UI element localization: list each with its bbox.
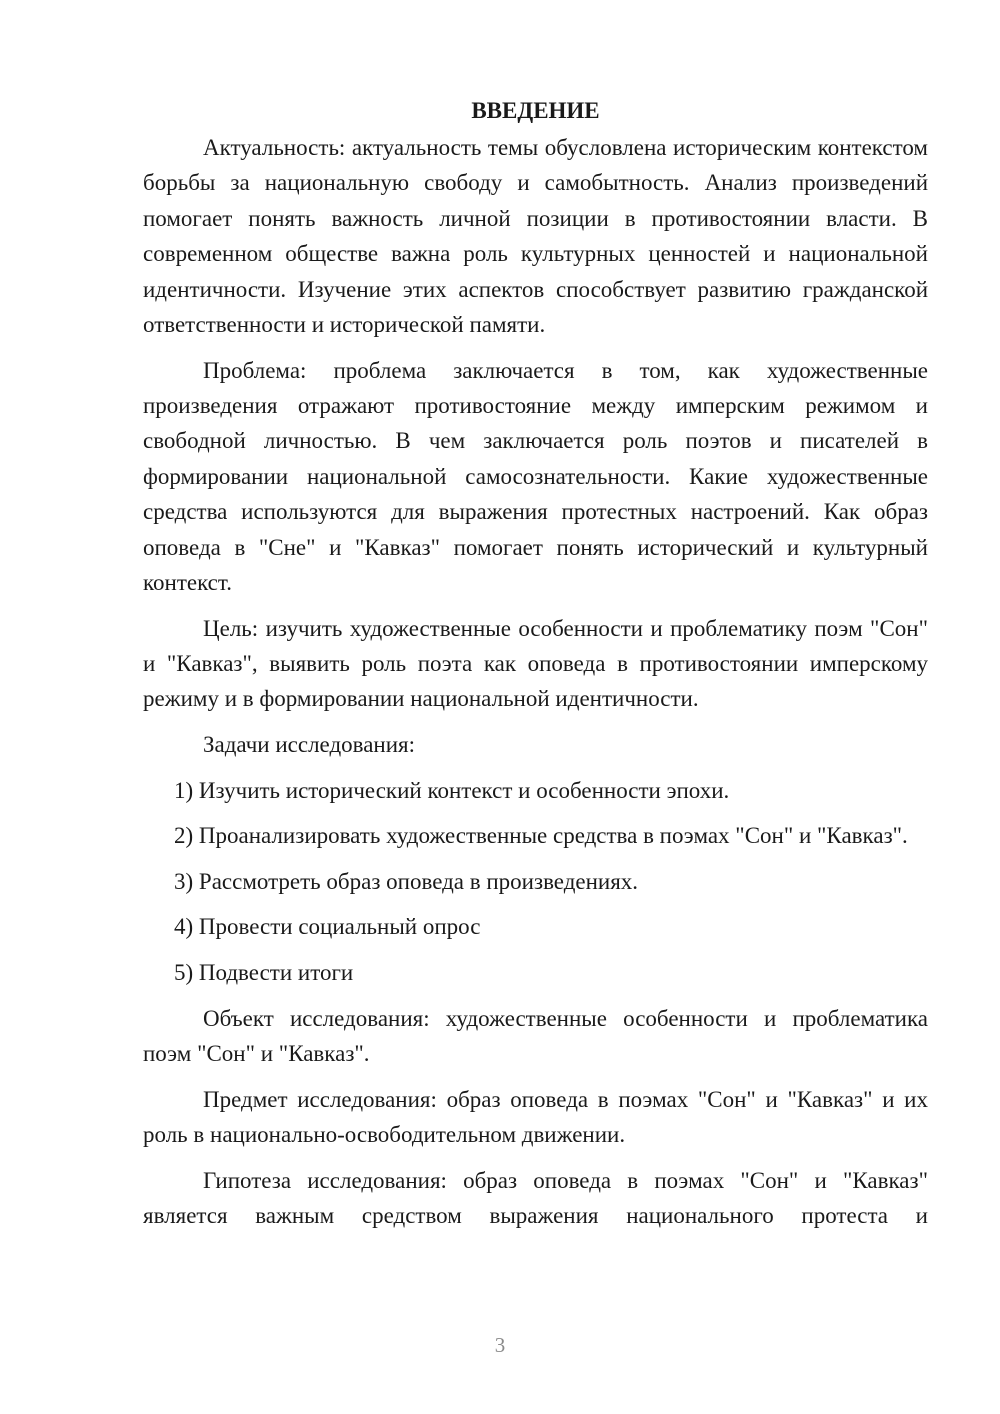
task-item-4: 4) Провести социальный опрос <box>174 914 481 940</box>
task-item-3: 3) Рассмотреть образ оповеда в произведениях. <box>174 868 639 894</box>
paragraph-object: Объект исследования: художественные особенности и проблематика поэм "Сон" и "Кавказ". <box>143 1005 928 1067</box>
paragraph-subject: Предмет исследования: образ оповеда в поэмах "Сон" и "Кавказ" и их роль в национально-освободительном движении. <box>143 1086 928 1148</box>
paragraph-goal: Цель: изучить художественные особенности и проблематику поэм "Сон" и "Кавказ", выявить роль поэта как оповеда в противостоянии имперскому режиму и в формировании национальной идентичности. <box>143 615 928 712</box>
paragraph-relevance: Актуальность: актуальность темы обусловлена историческим контекстом борьбы за национальную свободу и самобытность. Анализ произведений помогает понять важность личной позиции в противостоянии власти. В современном обществе важна роль культурных ценностей и национальной идентичности. Изучение этих аспектов способствует развитию гражданской ответственности и исторической памяти. <box>143 135 928 338</box>
task-item-5: 5) Подвести итоги <box>174 960 354 986</box>
paragraph-tasks-heading: Задачи исследования: <box>203 732 416 758</box>
page-content <box>143 92 928 1244</box>
task-item-1: 1) Изучить исторический контекст и особенности эпохи. <box>174 777 730 803</box>
paragraph-problem: Проблема: проблема заключается в том, как художественные произведения отражают противостояние между имперским режимом и свободной личностью. В чем заключается роль поэтов и писателей в формировании национальной самосознательности. Какие художественные средства используются для выражения протестных настроений. Как образ оповеда в "Сне" и "Кавказ" помогает понять исторический и культурный контекст. <box>143 357 928 596</box>
task-item-2: 2) Проанализировать художественные средства в поэмах "Сон" и "Кавказ". <box>174 823 908 849</box>
section-title: ВВЕДЕНИЕ <box>471 98 600 123</box>
page-number: 3 <box>494 1333 506 1357</box>
paragraph-hypothesis: Гипотеза исследования: образ оповеда в поэмах "Сон" и "Кавказ" является важным средством выражения национального протеста и <box>143 1167 928 1229</box>
